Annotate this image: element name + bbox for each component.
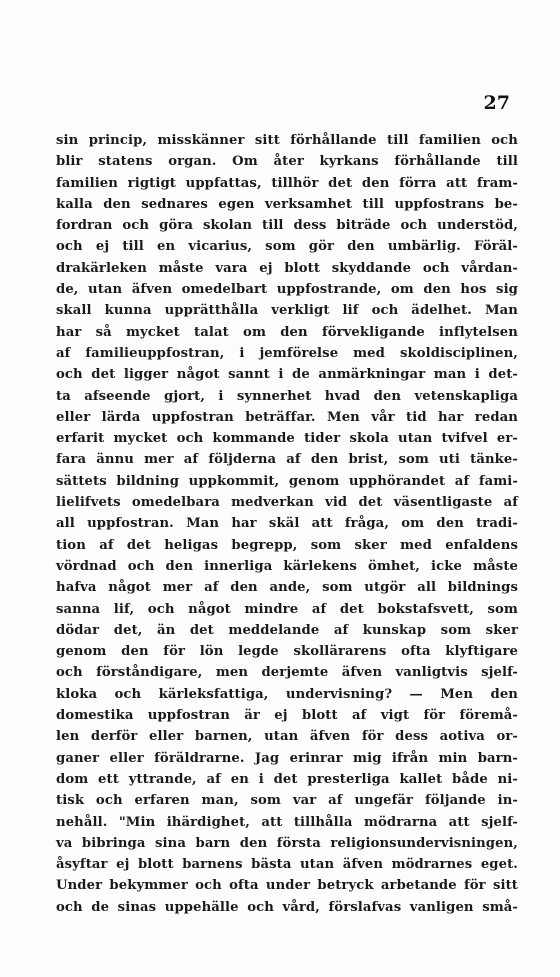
- text-line: dödar det, än det meddelande af kunskap som sker: [56, 622, 518, 638]
- page-number: 27: [483, 92, 510, 114]
- text-line: eller lärda uppfostran beträffar. Men vår tid har redan: [56, 409, 518, 425]
- text-line: len derför eller barnen, utan äfven för dess aotiva or-: [56, 729, 518, 745]
- text-line: och det ligger något sannt i de anmärkningar man i det-: [56, 367, 518, 383]
- text-line: sin princip, misskänner sitt förhållande till familien och: [56, 133, 518, 148]
- text-line: fara ännu mer af följderna af den brist, som uti tänke-: [56, 452, 518, 468]
- text-line: och de sinas uppehälle och vård, förslafvas vanligen små-: [56, 899, 518, 915]
- text-line: lielifvets omedelbara medverkan vid det väsentligaste af: [56, 495, 518, 511]
- text-line: ta afseende gjort, i synnerhet hvad den vetenskapliga: [56, 388, 518, 404]
- text-line: och förståndigare, men derjemte äfven vanligtvis sjelf-: [56, 665, 518, 681]
- text-line: sanna lif, och något mindre af det bokstafsvett, som: [56, 601, 518, 617]
- text-line: fordran och göra skolan till dess biträde och understöd,: [56, 218, 518, 234]
- body-text: [56, 130, 518, 918]
- text-line: kloka och kärleksfattiga, undervisning? — Men den: [56, 686, 518, 702]
- text-line: har så mycket talat om den förvekligande inflytelsen: [56, 324, 518, 340]
- text-line: genom den för lön legde skollärarens ofta klyftigare: [56, 644, 518, 660]
- text-line: vördnad och den innerliga kärlekens ömhet, icke måste: [56, 558, 518, 574]
- text-line: nehåll. "Min ihärdighet, att tillhålla mödrarna att sjelf-: [56, 814, 518, 830]
- text-line: tion af det heligas begrepp, som sker med enfaldens: [56, 537, 518, 553]
- text-line: drakärleken måste vara ej blott skyddande och vårdan-: [56, 260, 518, 276]
- text-line: blir statens organ. Om åter kyrkans förhållande till: [56, 154, 518, 170]
- text-line: tisk och erfaren man, som var af ungefär följande in-: [56, 793, 518, 809]
- text-line: kalla den sednares egen verksamhet till uppfostrans be-: [56, 196, 518, 212]
- text-line: åsyftar ej blott barnens bästa utan äfven mödrarnes eget.: [56, 857, 518, 873]
- text-line: sättets bildning uppkommit, genom upphörandet af fami-: [56, 473, 518, 489]
- text-line: va bibringa sina barn den första religionsundervisningen,: [56, 835, 518, 851]
- text-line: familien rigtigt uppfattas, tillhör det den förra att fram-: [56, 175, 518, 191]
- text-line: dom ett yttrande, af en i det presterliga kallet både ni-: [56, 771, 518, 787]
- text-line: af familieuppfostran, i jemförelse med skoldisciplinen,: [56, 345, 518, 361]
- text-line: Under bekymmer och ofta under betryck arbetande för sitt: [56, 878, 518, 894]
- text-line: erfarit mycket och kommande tider skola utan tvifvel er-: [56, 431, 518, 447]
- text-line: hafva något mer af den ande, som utgör all bildnings: [56, 580, 518, 596]
- text-line: all uppfostran. Man har skäl att fråga, om den tradi-: [56, 516, 518, 532]
- text-line: och ej till en vicarius, som gör den umbärlig. Föräl-: [56, 239, 518, 255]
- text-line: domestika uppfostran är ej blott af vigt för föremå-: [56, 708, 518, 724]
- text-line: skall kunna upprätthålla verkligt lif och ädelhet. Man: [56, 303, 518, 319]
- text-line: ganer eller föräldrarne. Jag erinrar mig ifrån min barn-: [56, 750, 518, 766]
- text-line: de, utan äfven omedelbart uppfostrande, om den hos sig: [56, 282, 518, 298]
